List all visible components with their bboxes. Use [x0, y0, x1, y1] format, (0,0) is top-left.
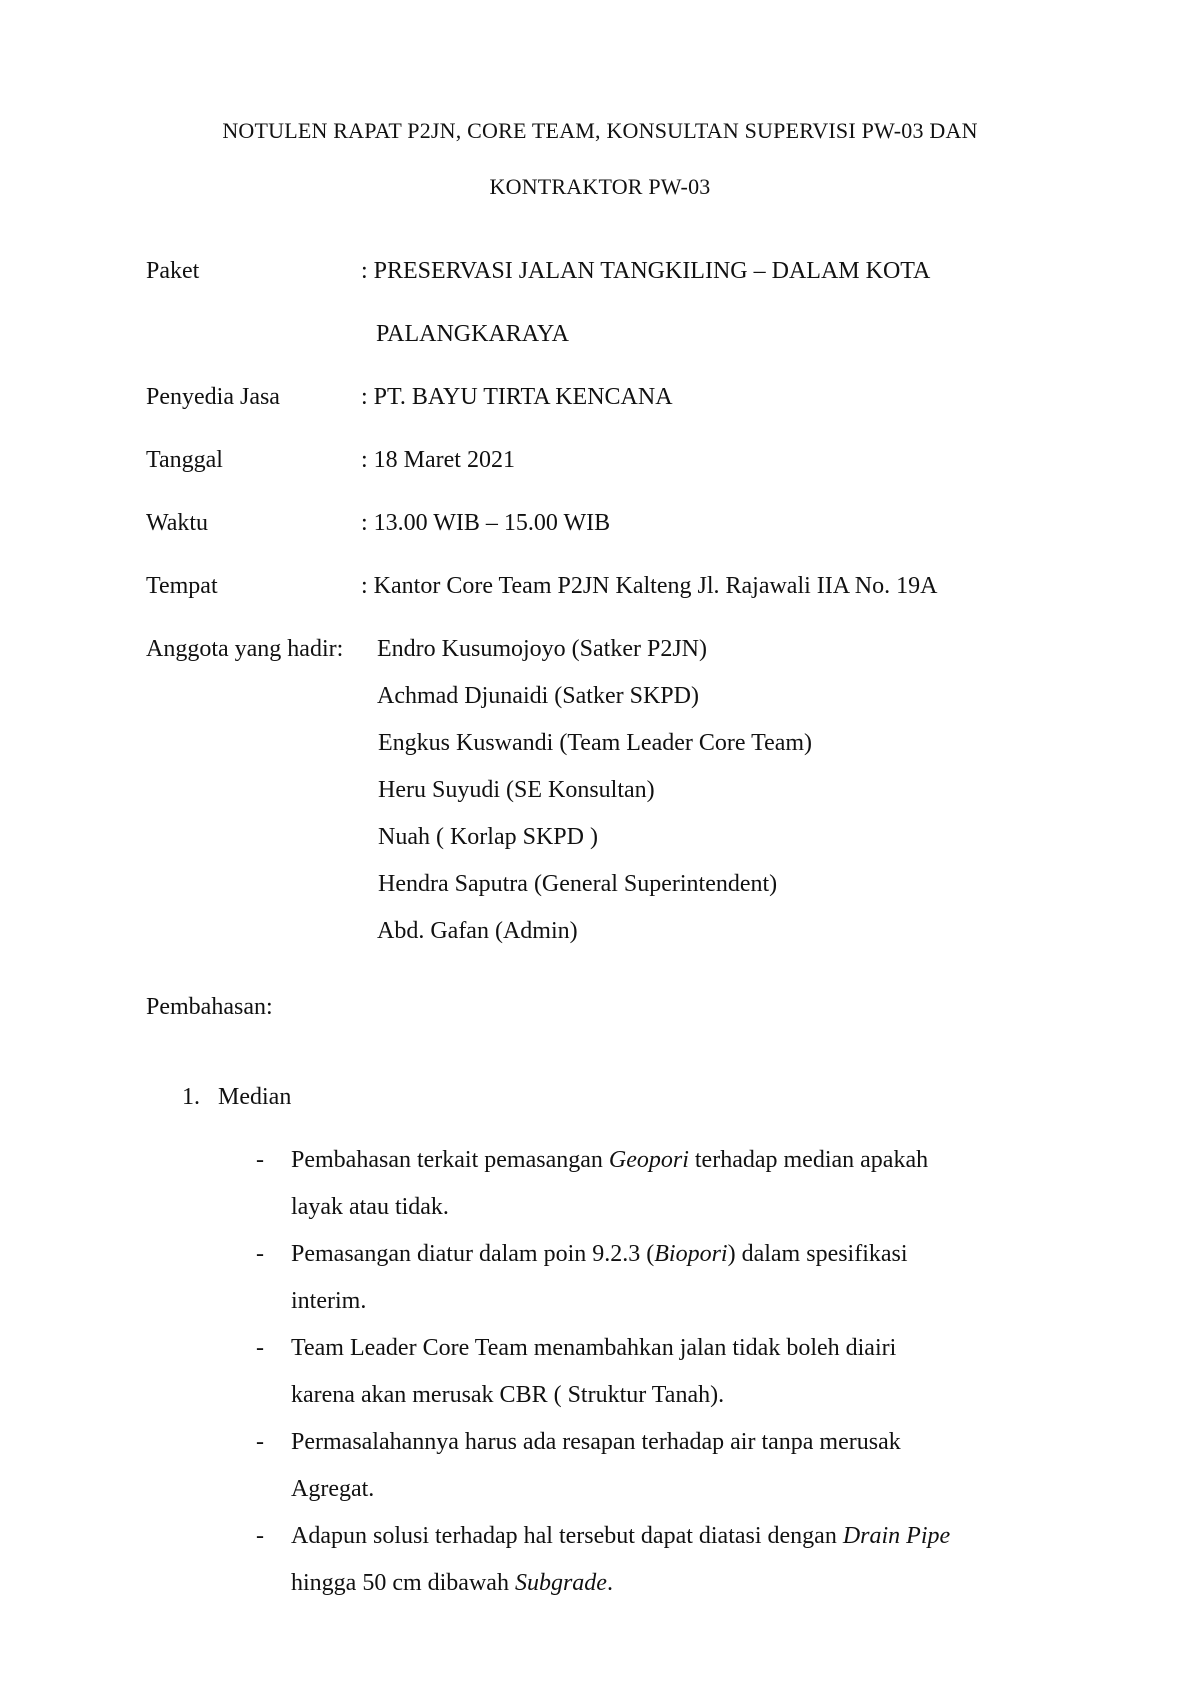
attendees-label: Anggota yang hadir: [146, 636, 344, 662]
bullet-dash: - [256, 1523, 264, 1549]
field-value-paket: : PRESERVASI JALAN TANGKILING – DALAM KOTA [361, 258, 931, 284]
field-value-paket-continued: PALANGKARAYA [376, 321, 569, 347]
bullet-line: Permasalahannya harus ada resapan terhadap air tanpa merusak [291, 1429, 901, 1455]
attendee-item: Endro Kusumojoyo (Satker P2JN) [377, 636, 707, 662]
bullet-dash: - [256, 1429, 264, 1455]
field-value-tempat: : Kantor Core Team P2JN Kalteng Jl. Rajawali IIA No. 19A [361, 573, 938, 599]
field-label-tempat: Tempat [146, 573, 218, 599]
bullet-line: Adapun solusi terhadap hal tersebut dapat diatasi dengan Drain Pipe [291, 1523, 951, 1549]
attendee-item: Achmad Djunaidi (Satker SKPD) [377, 683, 699, 709]
attendee-item: Hendra Saputra (General Superintendent) [378, 871, 778, 897]
field-value-tanggal: : 18 Maret 2021 [361, 447, 515, 473]
discussion-heading: Pembahasan: [146, 994, 273, 1020]
attendee-item: Heru Suyudi (SE Konsultan) [378, 777, 655, 803]
field-value-penyedia-jasa: : PT. BAYU TIRTA KENCANA [361, 384, 673, 410]
bullet-line: layak atau tidak. [291, 1194, 449, 1220]
bullet-line: hingga 50 cm dibawah Subgrade. [291, 1570, 613, 1596]
bullet-line: interim. [291, 1288, 367, 1314]
field-label-paket: Paket [146, 258, 200, 284]
bullet-dash: - [256, 1147, 264, 1173]
field-label-waktu: Waktu [146, 510, 209, 536]
attendee-item: Abd. Gafan (Admin) [377, 918, 578, 944]
attendee-item: Engkus Kuswandi (Team Leader Core Team) [378, 730, 813, 756]
field-value-waktu: : 13.00 WIB – 15.00 WIB [361, 510, 611, 536]
document-title-line-1: NOTULEN RAPAT P2JN, CORE TEAM, KONSULTAN SUPERVISI PW-03 DAN [222, 118, 978, 143]
bullet-dash: - [256, 1241, 264, 1267]
attendee-item: Nuah ( Korlap SKPD ) [378, 824, 598, 850]
bullet-line: karena akan merusak CBR ( Struktur Tanah). [291, 1382, 725, 1408]
bullet-line: Agregat. [291, 1476, 375, 1502]
bullet-dash: - [256, 1335, 264, 1361]
document-title-line-2: KONTRAKTOR PW-03 [489, 174, 711, 199]
bullet-line: Pemasangan diatur dalam poin 9.2.3 (Biopori) dalam spesifikasi [291, 1241, 908, 1267]
topic-number: 1. [182, 1084, 200, 1110]
field-label-tanggal: Tanggal [146, 447, 223, 473]
bullet-line: Pembahasan terkait pemasangan Geopori terhadap median apakah [291, 1147, 929, 1173]
field-label-penyedia-jasa: Penyedia Jasa [146, 384, 280, 410]
bullet-line: Team Leader Core Team menambahkan jalan tidak boleh diairi [291, 1335, 897, 1361]
topic-title: Median [218, 1084, 292, 1110]
